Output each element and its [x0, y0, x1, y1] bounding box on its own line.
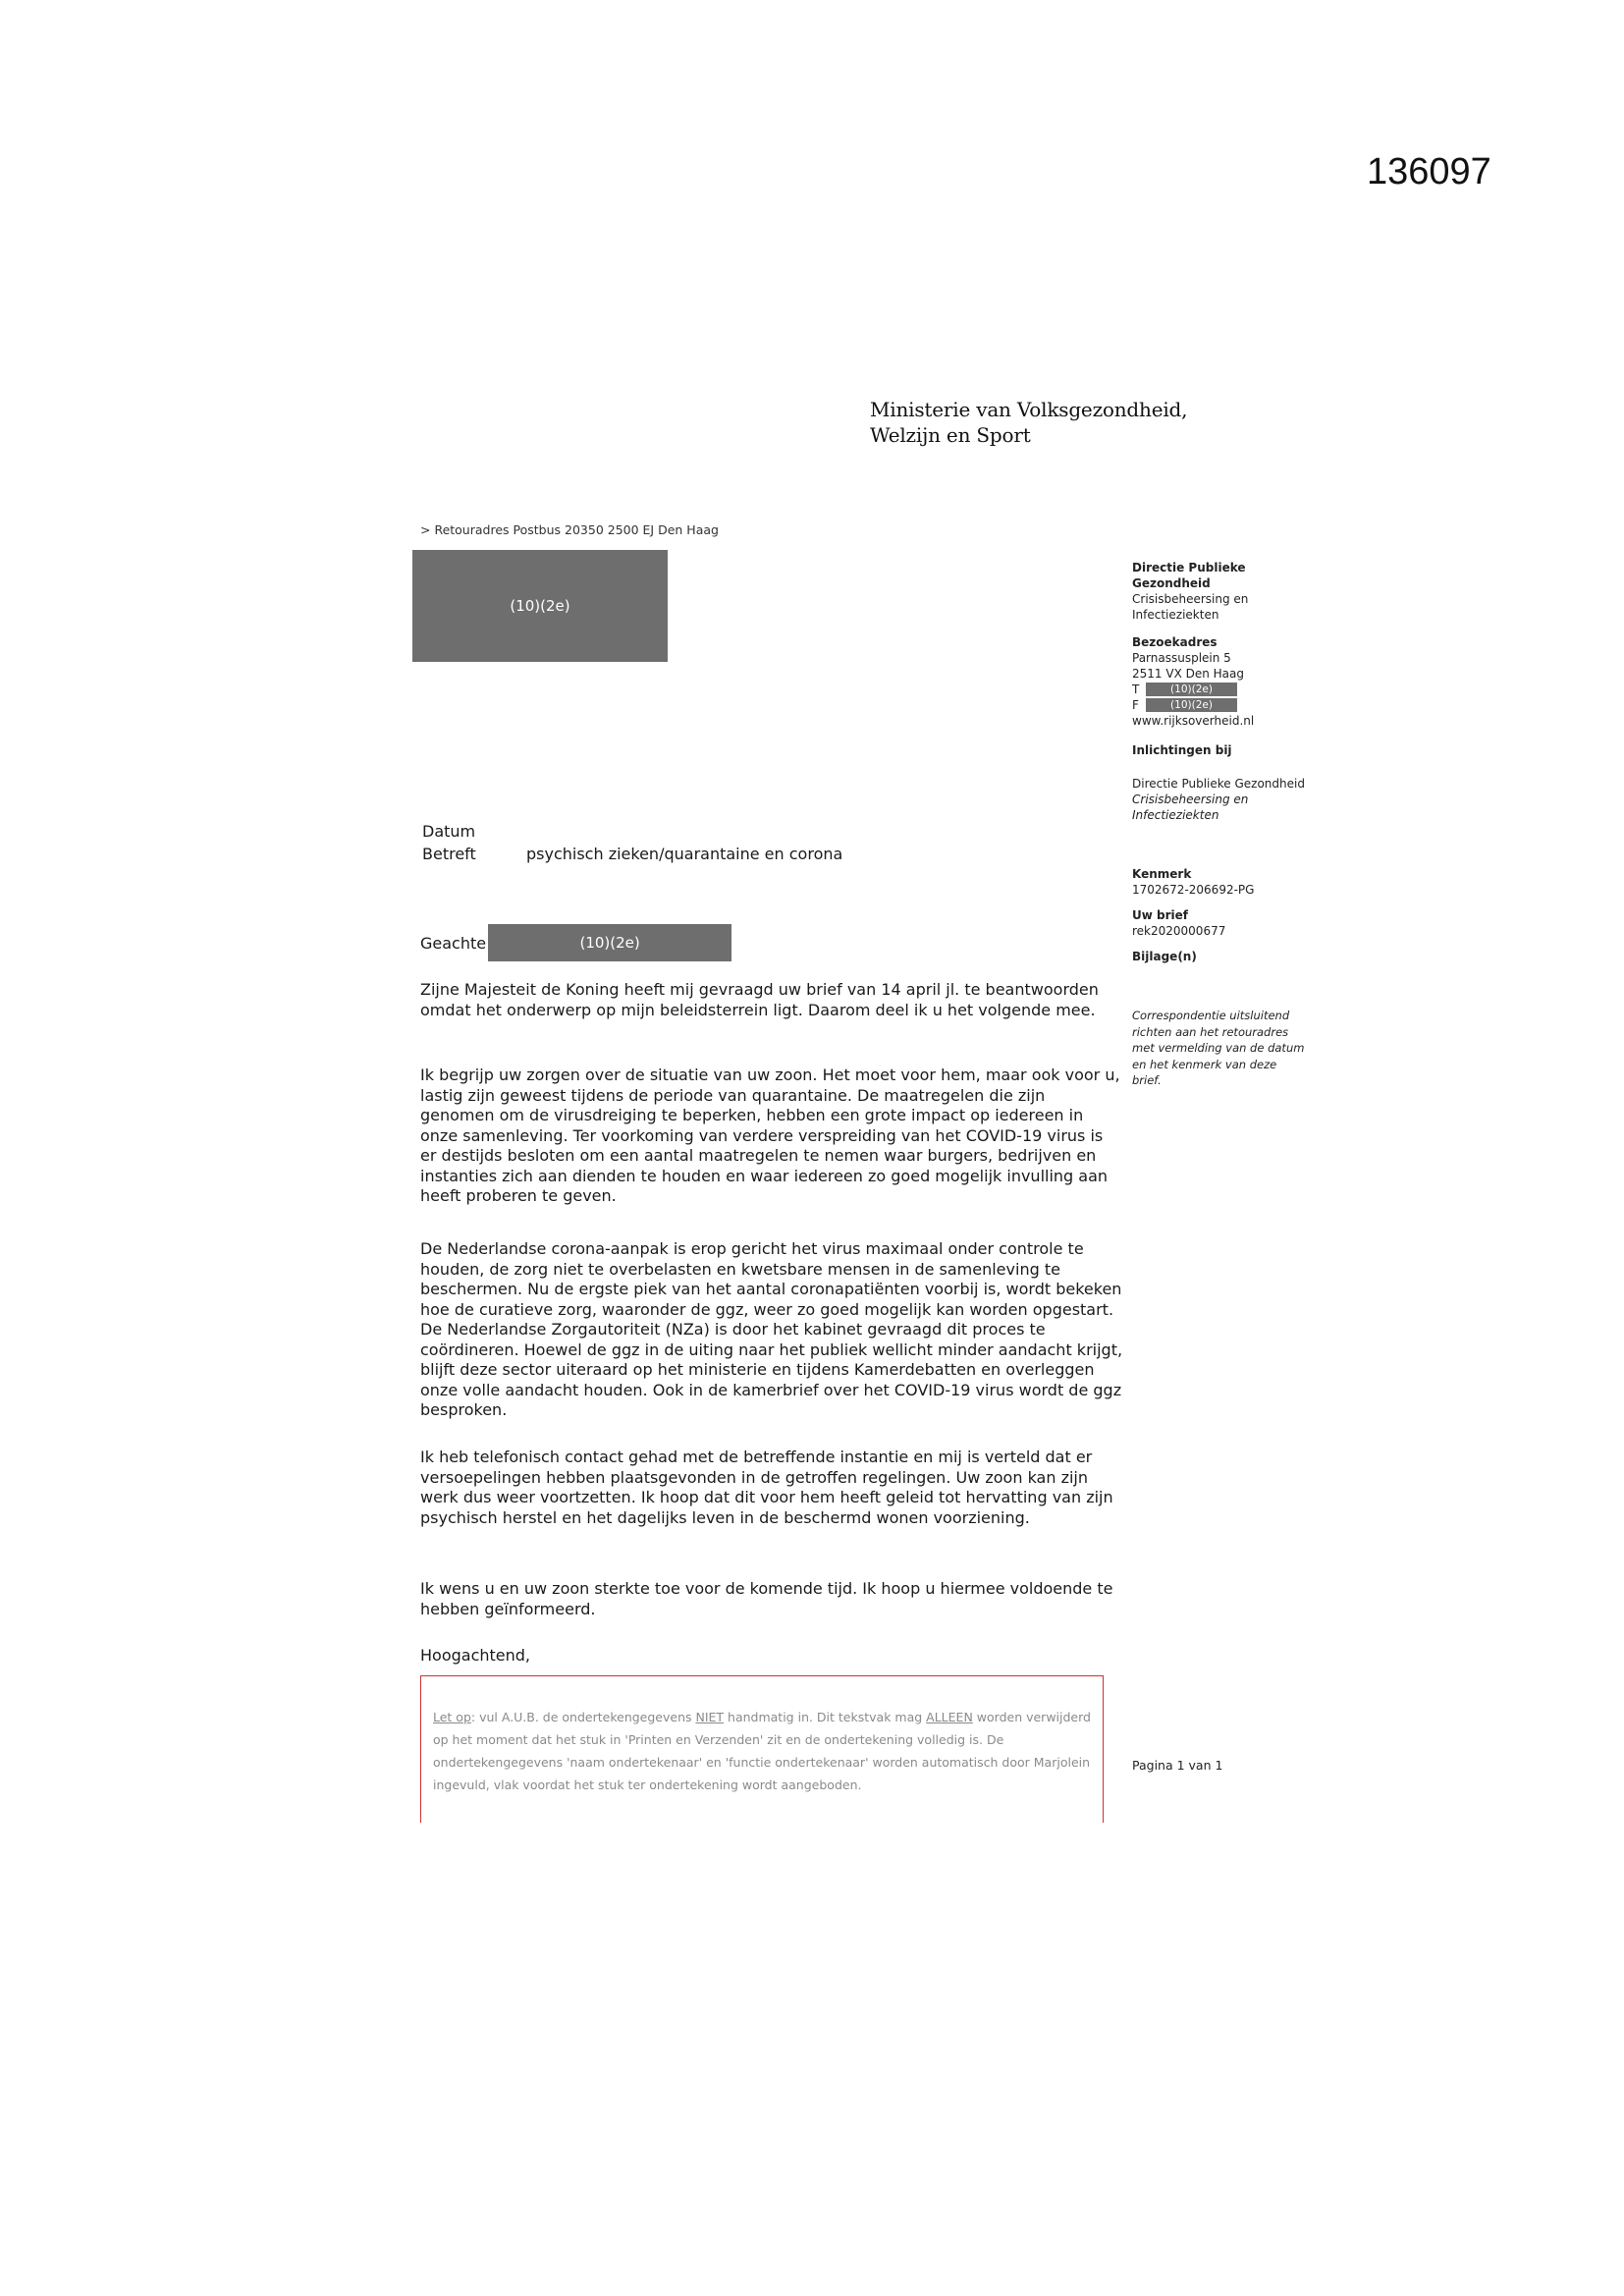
redacted-phone: (10)(2e): [1146, 683, 1237, 696]
paragraph-1: Zijne Majesteit de Koning heeft mij gevraagd uw brief van 14 april jl. te beantwoorden omdat het onderwerp op mijn beleidsterrein ligt. Daarom deel ik u het volgende mee.: [420, 980, 1099, 1019]
fax-row: F (10)(2e): [1132, 697, 1254, 713]
phone-row: T (10)(2e): [1132, 682, 1254, 697]
sidebar-information-contact: Directie Publieke Gezondheid Crisisbeheersing en Infectieziekten: [1132, 777, 1305, 822]
subject-row: [422, 845, 842, 863]
notice-let-op: Let op: [433, 1710, 471, 1724]
date-label: Datum: [422, 822, 476, 841]
sidebar-department: Directie Publieke Gezondheid Crisisbeheersing en Infectieziekten: [1132, 561, 1249, 622]
redacted-fax: (10)(2e): [1146, 698, 1237, 712]
ministry-name-line2: Welzijn en Sport: [870, 423, 1031, 447]
subject-label: Betreft: [422, 845, 476, 863]
salutation-text: Geachte: [420, 933, 487, 953]
sidebar-reference: Kenmerk 1702672-206692-PG: [1132, 867, 1255, 897]
sidebar-visit-address: Bezoekadres Parnassusplein 5 2511 VX Den Haag T (10)(2e) F (10)(2e) www.rijksoverheid.nl: [1132, 635, 1255, 728]
paragraph-5: Ik wens u en uw zoon sterkte toe voor de komende tijd. Ik hoop u hiermee voldoende te hebben geïnformeerd.: [420, 1579, 1113, 1618]
sidebar-your-letter: Uw brief rek2020000677: [1132, 908, 1226, 938]
subject-value: psychisch zieken/quarantaine en corona: [526, 845, 843, 863]
website: www.rijksoverheid.nl: [1132, 714, 1255, 728]
ministry-logo-text: [870, 397, 1187, 448]
date-row: [422, 822, 526, 841]
notice-niet: NIET: [695, 1710, 725, 1724]
notice-alleen: ALLEEN: [926, 1710, 973, 1724]
ministry-name-line1: Ministerie van Volksgezondheid,: [870, 398, 1188, 421]
redacted-addressee-name: (10)(2e): [488, 924, 731, 961]
paragraph-2: Ik begrijp uw zorgen over de situatie van uw zoon. Het moet voor hem, maar ook voor u, lastig zijn geweest tijdens de periode van quarantaine. De maatregelen die zijn genomen om de virusdreiging te beperken, hebben een grote impact op iedereen in onze samenleving. Ter voorkoming van verdere verspreiding van het COVID-19 virus is er destijds besloten om een aantal maatregelen te nemen waar burgers, bedrijven en instanties zich aan dienden te houden en waar iedereen zo goed mogelijk invulling aan heeft proberen te geven.: [420, 1066, 1120, 1205]
sidebar-attachments: Bijlage(n): [1132, 950, 1197, 963]
sidebar-correspondence-note: Correspondentie uitsluitend richten aan het retouradres met vermelding van de datum en het kenmerk van deze brief.: [1132, 1009, 1305, 1087]
return-address: > Retouradres Postbus 20350 2500 EJ Den Haag: [420, 522, 719, 537]
document-number: 136097: [1367, 151, 1491, 192]
signature-notice-box: Let op: vul A.U.B. de ondertekengegevens NIET handmatig in. Dit tekstvak mag ALLEEN worden verwijderd op het moment dat het stuk in 'Printen en Verzenden' zit en de ondertekening volledig is. De ondertekengegevens 'naam ondertekenaar' en 'functie ondertekenaar' worden automatisch door Marjolein ingevuld, vlak voordat het stuk ter ondertekening wordt aangeboden.: [420, 1675, 1104, 1823]
redacted-recipient-address: (10)(2e): [412, 550, 668, 662]
sidebar-information: Inlichtingen bij: [1132, 743, 1232, 757]
paragraph-4: Ik heb telefonisch contact gehad met de betreffende instantie en mij is verteld dat er versoepelingen hebben plaatsgevonden in de getroffen regelingen. Uw zoon kan zijn werk dus weer voortzetten. Ik hoop dat dit voor hem heeft geleid tot hervatting van zijn psychisch herstel en het dagelijks leven in de beschermd wonen voorziening.: [420, 1448, 1113, 1527]
salutation: [420, 924, 731, 961]
paragraph-3: De Nederlandse corona-aanpak is erop gericht het virus maximaal onder controle te houden, de zorg niet te overbelasten en kwetsbare mensen in de samenleving te beschermen. Nu de ergste piek van het aantal coronapatiënten voorbij is, wordt bekeken hoe de curatieve zorg, waaronder de ggz, weer zo goed mogelijk kan worden opgestart. De Nederlandse Zorgautoriteit (NZa) is door het kabinet gevraagd dit proces te coördineren. Hoewel de ggz in de uiting naar het publiek wellicht minder aandacht krijgt, blijft deze sector uiteraard op het ministerie en tijdens Kamerdebatten en overleggen onze volle aandacht houden. Ook in de kamerbrief over het COVID-19 virus wordt de ggz besproken.: [420, 1239, 1123, 1419]
page-number: Pagina 1 van 1: [1132, 1758, 1223, 1773]
closing: Hoogachtend,: [420, 1646, 531, 1665]
